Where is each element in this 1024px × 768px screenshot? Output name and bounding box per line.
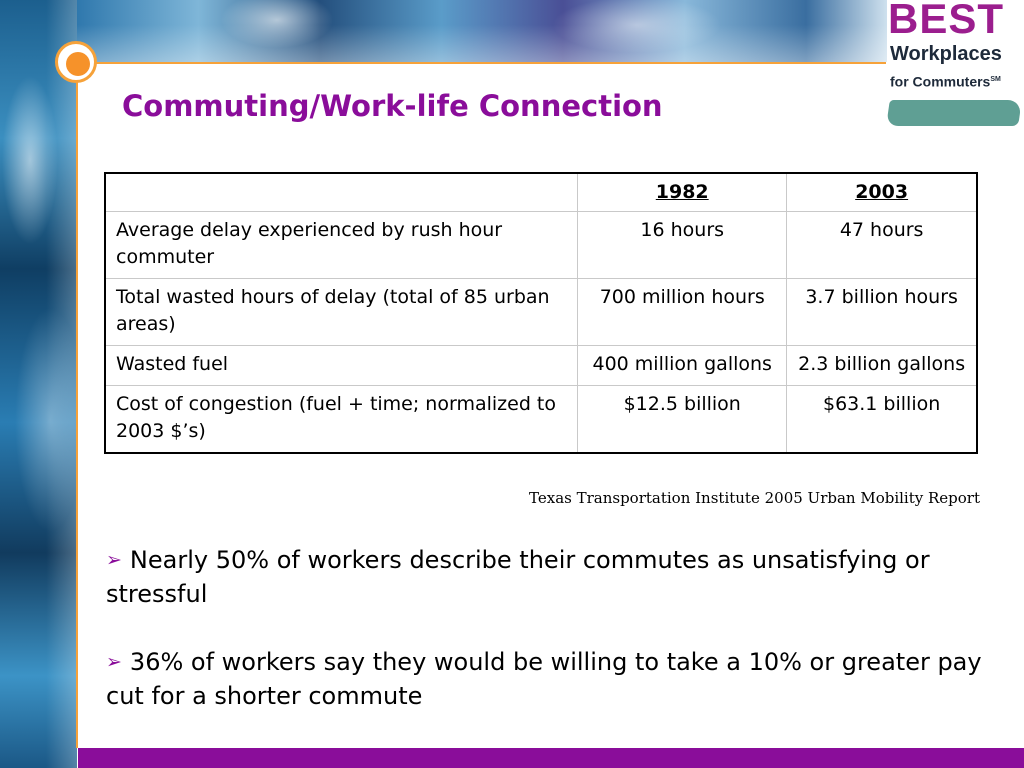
bottom-band — [78, 748, 1024, 768]
table-header-row — [105, 173, 977, 212]
bullet-item — [106, 543, 986, 611]
slide-title: Commuting/Work-life Connection — [122, 89, 663, 123]
value-1982: 700 million hours — [578, 279, 787, 346]
table-row — [105, 386, 977, 454]
value-2003: 2.3 billion gallons — [787, 346, 977, 386]
bullet-text: Nearly 50% of workers describe their commutes as unsatisfying or stressful — [106, 546, 930, 608]
arrow-bullet-icon: ➢ — [106, 651, 122, 673]
header-label-cell — [105, 173, 578, 212]
value-2003: 3.7 billion hours — [787, 279, 977, 346]
congestion-table — [104, 172, 978, 454]
logo-service-mark: SM — [990, 76, 1001, 83]
logo-for-commuters-text: for Commuters — [890, 73, 991, 90]
frame-line-horizontal — [78, 62, 886, 64]
table-row — [105, 212, 977, 279]
table-row — [105, 346, 977, 386]
left-photo-strip — [0, 0, 77, 768]
logo-for-commuters — [890, 71, 1001, 91]
arrow-bullet-icon: ➢ — [106, 549, 122, 571]
row-label: Cost of congestion (fuel + time; normalized to 2003 $’s) — [105, 386, 578, 454]
best-workplaces-logo — [888, 0, 1024, 130]
table-row — [105, 279, 977, 346]
value-1982: $12.5 billion — [578, 386, 787, 454]
bullet-text: 36% of workers say they would be willing to take a 10% or greater pay cut for a shorter commute — [106, 648, 982, 710]
value-1982: 16 hours — [578, 212, 787, 279]
logo-best-text: BEST — [888, 0, 1005, 42]
header-2003: 2003 — [787, 173, 977, 212]
bullet-item — [106, 645, 986, 713]
value-2003: $63.1 billion — [787, 386, 977, 454]
corner-dot-icon — [66, 52, 90, 76]
header-1982: 1982 — [578, 173, 787, 212]
row-label: Wasted fuel — [105, 346, 578, 386]
logo-workplaces-text: Workplaces — [890, 43, 1002, 65]
logo-swoosh-icon — [886, 100, 1022, 126]
bullet-list — [106, 543, 986, 747]
frame-line-vertical — [76, 62, 78, 748]
value-1982: 400 million gallons — [578, 346, 787, 386]
row-label: Total wasted hours of delay (total of 85 urban areas) — [105, 279, 578, 346]
value-2003: 47 hours — [787, 212, 977, 279]
source-citation: Texas Transportation Institute 2005 Urban Mobility Report — [529, 489, 980, 507]
row-label: Average delay experienced by rush hour commuter — [105, 212, 578, 279]
top-photo-strip — [77, 0, 887, 62]
